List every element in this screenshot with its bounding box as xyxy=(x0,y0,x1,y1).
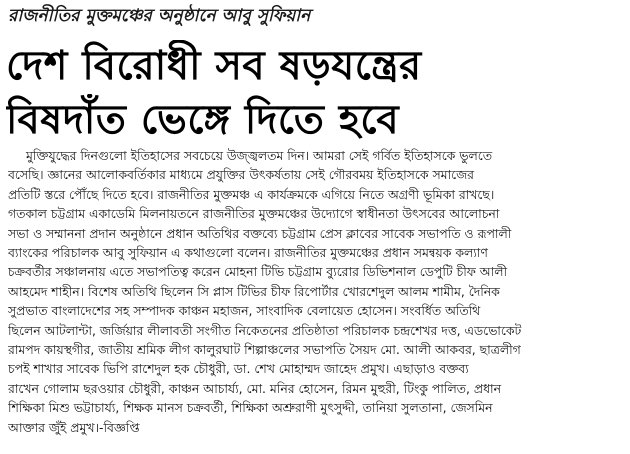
body-line: চপই শাখার সাবেক ভিপি রাশেদুল হক চৌধুরী, ডা. শেখ মোহাম্মদ জাহেদ প্রমুখ। এছাড়াও বক্তব্য xyxy=(8,361,469,377)
body-line: ব্যাংকের পরিচালক আবু সুফিয়ান এ কথাগুলো বলেন। রাজনীতির মুক্তমঞ্চের প্রধান সমন্বয়ক কল্যাণ xyxy=(8,245,488,261)
body-line: ছিলেন আটলান্টা, জর্জিয়ার লীলাবতী সংগীত নিকেতনের প্রতিষ্ঠাতা পরিচালক চন্দ্রশেখর দত্ত, এডভোকেট xyxy=(8,322,522,338)
body-line: প্রতিটি স্তরে পৌঁছে দিতে হবে। রাজনীতির মুক্তমঞ্চ এ কার্যক্রমকে এগিয়ে নিতে অগ্রণী ভূমিকা রাখছে। xyxy=(8,186,495,202)
headline-line-1: দেশ বিরোধী সব ষড়যন্ত্রের xyxy=(6,43,422,89)
body-line: মুক্তিযুদ্ধের দিনগুলো ইতিহাসের সবচেয়ে উজ্জ্বলতম দিন। আমরা সেই গর্বিত ইতিহাসকে ভুলতে xyxy=(26,148,493,163)
body-line: আক্তার জুঁই প্রমুখ।-বিজ্ঞপ্তি xyxy=(8,419,140,435)
body-line: আহমেদ শাহীন। বিশেষ অতিথি ছিলেন সি প্লাস টিভির চীফ রিপোর্টার খোরশেদুল আলম শামীম, দৈনিক xyxy=(8,283,500,299)
body-line: সুপ্রভাত বাংলাদেশের সহ সম্পাদক কাঞ্চন মহাজন, সাংবাদিক বেলায়েত হোসেন। সংবর্ধিত অতিথি xyxy=(8,303,481,319)
body-line: রাখেন গোলাম ছরওয়ার চৌধুরী, কাঞ্চন আচার্য্য, মো. মনির হোসেন, রিমন মুহুরী, টিংকু পালিত, প্রধান xyxy=(8,380,502,396)
article-kicker: রাজনীতির মুক্তমঞ্চের অনুষ্ঠানে আবু সুফিয়ান xyxy=(8,6,311,26)
body-line: রামপদ কায়স্থগীর, জাতীয় শ্রমিক লীগ কালুরঘাট শিল্পাঞ্চলের সভাপতি সৈয়দ মো. আলী আকবর, ছাত্রলীগ xyxy=(8,342,521,358)
body-line: গতকাল চট্টগ্রাম একাডেমি মিলনায়তনে রাজনীতির মুক্তমঞ্চের উদ্যোগে স্বাধীনতা উৎসবের আলোচনা xyxy=(8,206,500,222)
body-line: শিক্ষিকা মিশু ভট্টাচার্য্য, শিক্ষক মানস চক্রবর্তী, শিক্ষিকা অশ্রুরাণী মুৎসুদ্দী, তানিয়া সুলতানা, জেসমিন xyxy=(8,400,493,416)
body-line: বসেছি। জ্ঞানের আলোকবর্তিকার মাধ্যমে প্রযুক্তির উৎকর্ষতায় সেই গৌরবময় ইতিহাসকে সমাজের xyxy=(8,167,474,183)
headline-line-2: বিষদাঁত ভেঙ্গে দিতে হবে xyxy=(6,97,400,143)
body-line: চক্রবর্তীর সঞ্চালনায় এতে সভাপতিত্ব করেন মোহনা টিভি চট্টগ্রাম ব্যুরোর ডিভিশনাল ডেপুটি চীফ আলী xyxy=(8,264,508,280)
article-body xyxy=(8,146,620,448)
body-line: সভা ও সম্মাননা প্রদান অনুষ্ঠানে প্রধান অতিথির বক্তব্যে চট্টগ্রাম প্রেস ক্লাবের সাবেক সভাপতি ও রূপালী xyxy=(8,225,512,241)
